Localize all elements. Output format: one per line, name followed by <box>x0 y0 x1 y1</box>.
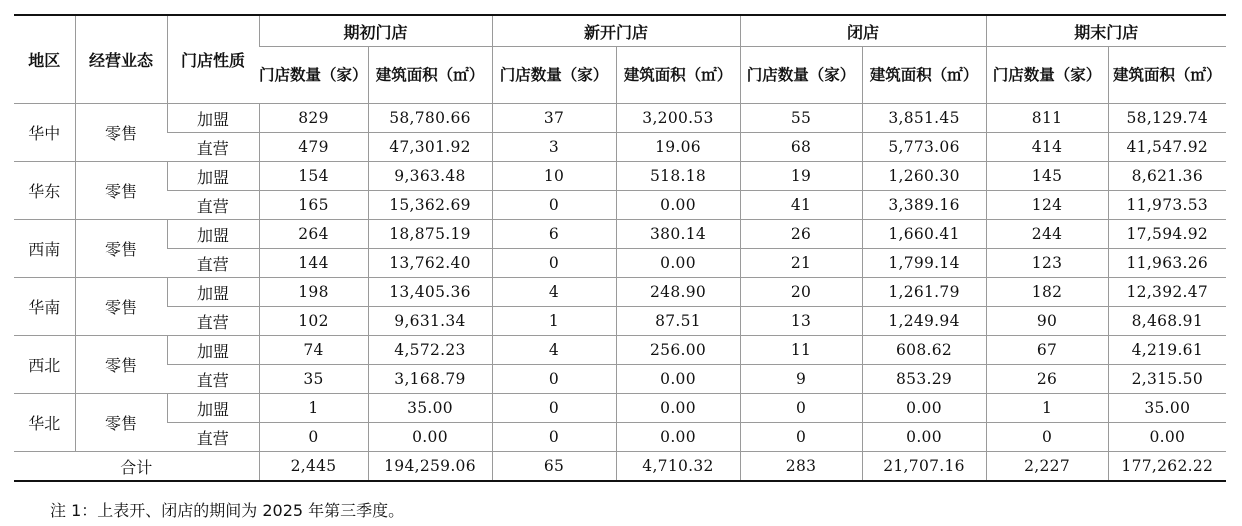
total-floor-area: 177,262.22 <box>1108 452 1226 482</box>
cell-format: 零售 <box>75 278 167 336</box>
cell-store-count: 0 <box>740 394 862 423</box>
table-row <box>14 423 1226 452</box>
footnote: 注 1：上表开、闭店的期间为 2025 年第三季度。 <box>50 501 405 520</box>
cell-floor-area: 1,261.79 <box>862 278 986 307</box>
cell-store-count: 21 <box>740 249 862 278</box>
cell-store-count: 0 <box>492 249 616 278</box>
table-row <box>14 307 1226 336</box>
cell-store-count: 264 <box>259 220 368 249</box>
cell-floor-area: 9,363.48 <box>368 162 492 191</box>
cell-nature: 直营 <box>167 133 259 162</box>
cell-region: 华南 <box>14 278 75 336</box>
total-store-count: 2,445 <box>259 452 368 482</box>
cell-store-count: 414 <box>986 133 1108 162</box>
cell-format: 零售 <box>75 162 167 220</box>
cell-store-count: 123 <box>986 249 1108 278</box>
table-row <box>14 220 1226 249</box>
cell-floor-area: 248.90 <box>616 278 740 307</box>
cell-region: 华东 <box>14 162 75 220</box>
cell-floor-area: 0.00 <box>1108 423 1226 452</box>
cell-floor-area: 35.00 <box>368 394 492 423</box>
cell-region: 西北 <box>14 336 75 394</box>
cell-store-count: 11 <box>740 336 862 365</box>
cell-floor-area: 1,660.41 <box>862 220 986 249</box>
header-group-closed: 闭店 <box>740 15 986 47</box>
cell-region: 华中 <box>14 104 75 162</box>
cell-store-count: 1 <box>259 394 368 423</box>
cell-store-count: 1 <box>492 307 616 336</box>
cell-store-count: 37 <box>492 104 616 133</box>
cell-floor-area: 0.00 <box>616 423 740 452</box>
cell-store-count: 26 <box>740 220 862 249</box>
header-store-count: 门店数量（家） <box>492 47 616 104</box>
total-store-count: 65 <box>492 452 616 482</box>
cell-store-count: 55 <box>740 104 862 133</box>
cell-floor-area: 0.00 <box>616 365 740 394</box>
cell-store-count: 182 <box>986 278 1108 307</box>
table-row <box>14 336 1226 365</box>
cell-nature: 加盟 <box>167 278 259 307</box>
header-floor-area: 建筑面积（㎡） <box>862 47 986 104</box>
cell-store-count: 1 <box>986 394 1108 423</box>
cell-store-count: 0 <box>492 191 616 220</box>
total-row <box>14 452 1226 482</box>
cell-store-count: 0 <box>740 423 862 452</box>
cell-region: 华北 <box>14 394 75 452</box>
cell-floor-area: 3,200.53 <box>616 104 740 133</box>
cell-nature: 加盟 <box>167 104 259 133</box>
header-group-closing: 期末门店 <box>986 15 1226 47</box>
cell-floor-area: 2,315.50 <box>1108 365 1226 394</box>
cell-store-count: 35 <box>259 365 368 394</box>
cell-floor-area: 1,249.94 <box>862 307 986 336</box>
cell-store-count: 144 <box>259 249 368 278</box>
header-floor-area: 建筑面积（㎡） <box>368 47 492 104</box>
cell-format: 零售 <box>75 104 167 162</box>
cell-store-count: 10 <box>492 162 616 191</box>
header-floor-area: 建筑面积（㎡） <box>1108 47 1226 104</box>
table-row <box>14 278 1226 307</box>
cell-floor-area: 15,362.69 <box>368 191 492 220</box>
header-region: 地区 <box>14 15 75 104</box>
cell-floor-area: 58,780.66 <box>368 104 492 133</box>
cell-floor-area: 12,392.47 <box>1108 278 1226 307</box>
cell-store-count: 124 <box>986 191 1108 220</box>
cell-floor-area: 380.14 <box>616 220 740 249</box>
cell-store-count: 829 <box>259 104 368 133</box>
cell-store-count: 811 <box>986 104 1108 133</box>
cell-floor-area: 87.51 <box>616 307 740 336</box>
total-floor-area: 21,707.16 <box>862 452 986 482</box>
table-row <box>14 394 1226 423</box>
cell-store-count: 90 <box>986 307 1108 336</box>
header-group-opening: 期初门店 <box>259 15 492 47</box>
cell-floor-area: 0.00 <box>616 249 740 278</box>
cell-region: 西南 <box>14 220 75 278</box>
cell-floor-area: 5,773.06 <box>862 133 986 162</box>
cell-floor-area: 608.62 <box>862 336 986 365</box>
cell-store-count: 4 <box>492 336 616 365</box>
total-store-count: 283 <box>740 452 862 482</box>
table-body <box>14 104 1226 482</box>
table-row <box>14 133 1226 162</box>
cell-store-count: 145 <box>986 162 1108 191</box>
cell-floor-area: 853.29 <box>862 365 986 394</box>
cell-floor-area: 0.00 <box>368 423 492 452</box>
cell-store-count: 9 <box>740 365 862 394</box>
cell-nature: 直营 <box>167 249 259 278</box>
cell-nature: 直营 <box>167 191 259 220</box>
header-format: 经营业态 <box>75 15 167 104</box>
cell-floor-area: 3,168.79 <box>368 365 492 394</box>
cell-store-count: 13 <box>740 307 862 336</box>
cell-nature: 加盟 <box>167 162 259 191</box>
cell-store-count: 3 <box>492 133 616 162</box>
cell-store-count: 74 <box>259 336 368 365</box>
cell-floor-area: 11,963.26 <box>1108 249 1226 278</box>
cell-floor-area: 41,547.92 <box>1108 133 1226 162</box>
header-store-count: 门店数量（家） <box>259 47 368 104</box>
table-header <box>14 15 1226 104</box>
cell-floor-area: 1,260.30 <box>862 162 986 191</box>
cell-store-count: 102 <box>259 307 368 336</box>
cell-floor-area: 256.00 <box>616 336 740 365</box>
total-floor-area: 194,259.06 <box>368 452 492 482</box>
total-store-count: 2,227 <box>986 452 1108 482</box>
cell-store-count: 0 <box>986 423 1108 452</box>
cell-store-count: 26 <box>986 365 1108 394</box>
cell-store-count: 68 <box>740 133 862 162</box>
cell-floor-area: 4,572.23 <box>368 336 492 365</box>
cell-floor-area: 518.18 <box>616 162 740 191</box>
cell-store-count: 20 <box>740 278 862 307</box>
cell-nature: 加盟 <box>167 220 259 249</box>
cell-floor-area: 1,799.14 <box>862 249 986 278</box>
total-label: 合计 <box>14 452 259 482</box>
cell-nature: 直营 <box>167 423 259 452</box>
table-row <box>14 365 1226 394</box>
cell-floor-area: 11,973.53 <box>1108 191 1226 220</box>
cell-floor-area: 0.00 <box>616 394 740 423</box>
cell-store-count: 0 <box>492 394 616 423</box>
cell-store-count: 198 <box>259 278 368 307</box>
store-summary-table <box>14 14 1226 482</box>
cell-floor-area: 58,129.74 <box>1108 104 1226 133</box>
cell-floor-area: 0.00 <box>862 423 986 452</box>
header-store-count: 门店数量（家） <box>740 47 862 104</box>
cell-format: 零售 <box>75 394 167 452</box>
cell-floor-area: 17,594.92 <box>1108 220 1226 249</box>
cell-nature: 直营 <box>167 365 259 394</box>
cell-store-count: 244 <box>986 220 1108 249</box>
cell-floor-area: 35.00 <box>1108 394 1226 423</box>
cell-store-count: 19 <box>740 162 862 191</box>
cell-store-count: 67 <box>986 336 1108 365</box>
cell-floor-area: 19.06 <box>616 133 740 162</box>
cell-floor-area: 13,405.36 <box>368 278 492 307</box>
cell-store-count: 6 <box>492 220 616 249</box>
header-group-new: 新开门店 <box>492 15 740 47</box>
header-store-count: 门店数量（家） <box>986 47 1108 104</box>
cell-floor-area: 3,851.45 <box>862 104 986 133</box>
table-row <box>14 104 1226 133</box>
cell-floor-area: 4,219.61 <box>1108 336 1226 365</box>
cell-store-count: 0 <box>492 423 616 452</box>
cell-store-count: 479 <box>259 133 368 162</box>
cell-floor-area: 13,762.40 <box>368 249 492 278</box>
cell-format: 零售 <box>75 336 167 394</box>
cell-store-count: 0 <box>259 423 368 452</box>
header-floor-area: 建筑面积（㎡） <box>616 47 740 104</box>
cell-floor-area: 9,631.34 <box>368 307 492 336</box>
cell-floor-area: 47,301.92 <box>368 133 492 162</box>
cell-floor-area: 18,875.19 <box>368 220 492 249</box>
cell-floor-area: 0.00 <box>616 191 740 220</box>
cell-floor-area: 8,468.91 <box>1108 307 1226 336</box>
cell-floor-area: 8,621.36 <box>1108 162 1226 191</box>
table-row <box>14 162 1226 191</box>
cell-format: 零售 <box>75 220 167 278</box>
cell-store-count: 0 <box>492 365 616 394</box>
total-floor-area: 4,710.32 <box>616 452 740 482</box>
cell-floor-area: 0.00 <box>862 394 986 423</box>
cell-floor-area: 3,389.16 <box>862 191 986 220</box>
table-row <box>14 191 1226 220</box>
cell-nature: 直营 <box>167 307 259 336</box>
header-nature: 门店性质 <box>167 15 259 104</box>
cell-store-count: 154 <box>259 162 368 191</box>
cell-store-count: 4 <box>492 278 616 307</box>
table-row <box>14 249 1226 278</box>
cell-nature: 加盟 <box>167 336 259 365</box>
cell-store-count: 41 <box>740 191 862 220</box>
cell-store-count: 165 <box>259 191 368 220</box>
cell-nature: 加盟 <box>167 394 259 423</box>
